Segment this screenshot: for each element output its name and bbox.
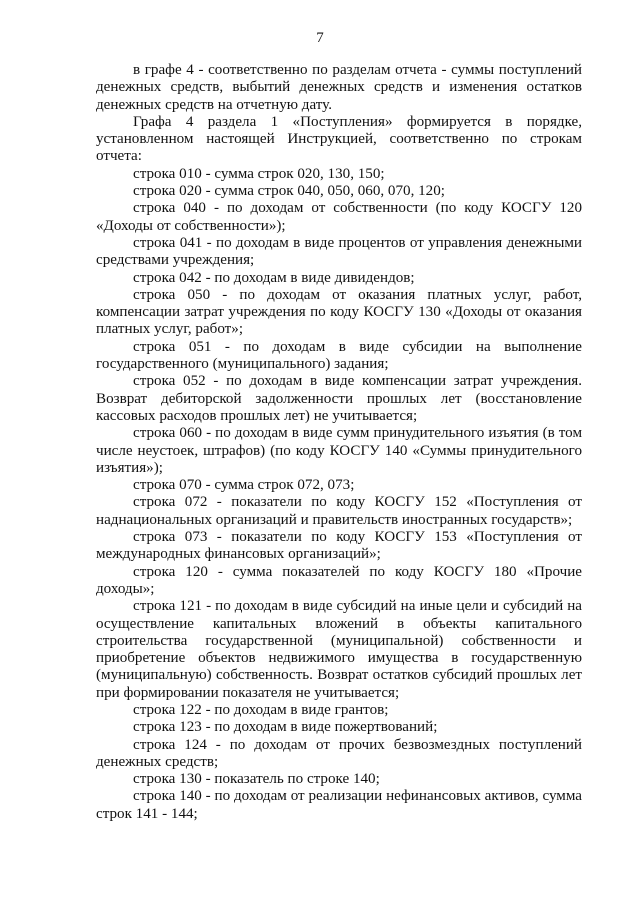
paragraph: строка 073 - показатели по коду КОСГУ 153 «Поступления от международных финансовых организаций»; bbox=[96, 529, 582, 563]
document-body bbox=[96, 62, 582, 823]
paragraph: строка 130 - показатель по строке 140; bbox=[133, 771, 380, 788]
paragraph: Графа 4 раздела 1 «Поступления» формируется в порядке, установленном настоящей Инструкцией, соответственно по строкам отчета: bbox=[96, 113, 582, 165]
paragraph: строка 041 - по доходам в виде процентов от управления денежными средствами учреждения; bbox=[96, 234, 582, 269]
paragraph: строка 052 - по доходам в виде компенсации затрат учреждения. Возврат дебиторской задолженности прошлых лет (восстановление кассовых расходов прошлых лет) не учитывается; bbox=[96, 373, 582, 424]
paragraph: строка 020 - сумма строк 040, 050, 060, 070, 120; bbox=[133, 183, 445, 200]
paragraph: строка 051 - по доходам в виде субсидии на выполнение государственного (муниципального) задания; bbox=[96, 338, 582, 373]
paragraph: строка 070 - сумма строк 072, 073; bbox=[133, 477, 355, 494]
page-number: 7 bbox=[316, 30, 324, 46]
paragraph: строка 121 - по доходам в виде субсидий на иные цели и субсидий на осуществление капитальных вложений в объекты капитального строительства государственной (муниципальной) собственности и приобретение объектов недвижимого имущества в государственную (муниципальную) собственность. Возврат остатков субсидий прошлых лет при формировании показателя не учитывается; bbox=[96, 598, 582, 701]
paragraph: строка 123 - по доходам в виде пожертвований; bbox=[133, 719, 438, 736]
paragraph: строка 124 - по доходам от прочих безвозмездных поступлений денежных средств; bbox=[96, 736, 582, 770]
paragraph: в графе 4 - соответственно по разделам отчета - суммы поступлений денежных средств, выбытий денежных средств и изменения остатков денежных средств на отчетную дату. bbox=[96, 62, 582, 113]
paragraph: строка 140 - по доходам от реализации нефинансовых активов, сумма строк 141 - 144; bbox=[96, 788, 582, 822]
paragraph: строка 060 - по доходам в виде сумм принудительного изъятия (в том числе неустоек, штрафов) (по коду КОСГУ 140 «Суммы принудительного изъятия»); bbox=[96, 425, 582, 476]
paragraph: строка 072 - показатели по коду КОСГУ 152 «Поступления от наднациональных организаций и правительств иностранных государств»; bbox=[96, 494, 582, 528]
paragraph: строка 010 - сумма строк 020, 130, 150; bbox=[133, 165, 385, 182]
paragraph: строка 050 - по доходам от оказания платных услуг, работ, компенсации затрат учреждения по коду КОСГУ 130 «Доходы от оказания платных услуг, работ»; bbox=[96, 286, 582, 338]
paragraph: строка 122 - по доходам в виде грантов; bbox=[133, 701, 389, 718]
paragraph: строка 120 - сумма показателей по коду КОСГУ 180 «Прочие доходы»; bbox=[96, 563, 582, 597]
paragraph: строка 040 - по доходам от собственности (по коду КОСГУ 120 «Доходы от собственности»); bbox=[96, 200, 582, 234]
paragraph: строка 042 - по доходам в виде дивидендов; bbox=[133, 269, 415, 286]
